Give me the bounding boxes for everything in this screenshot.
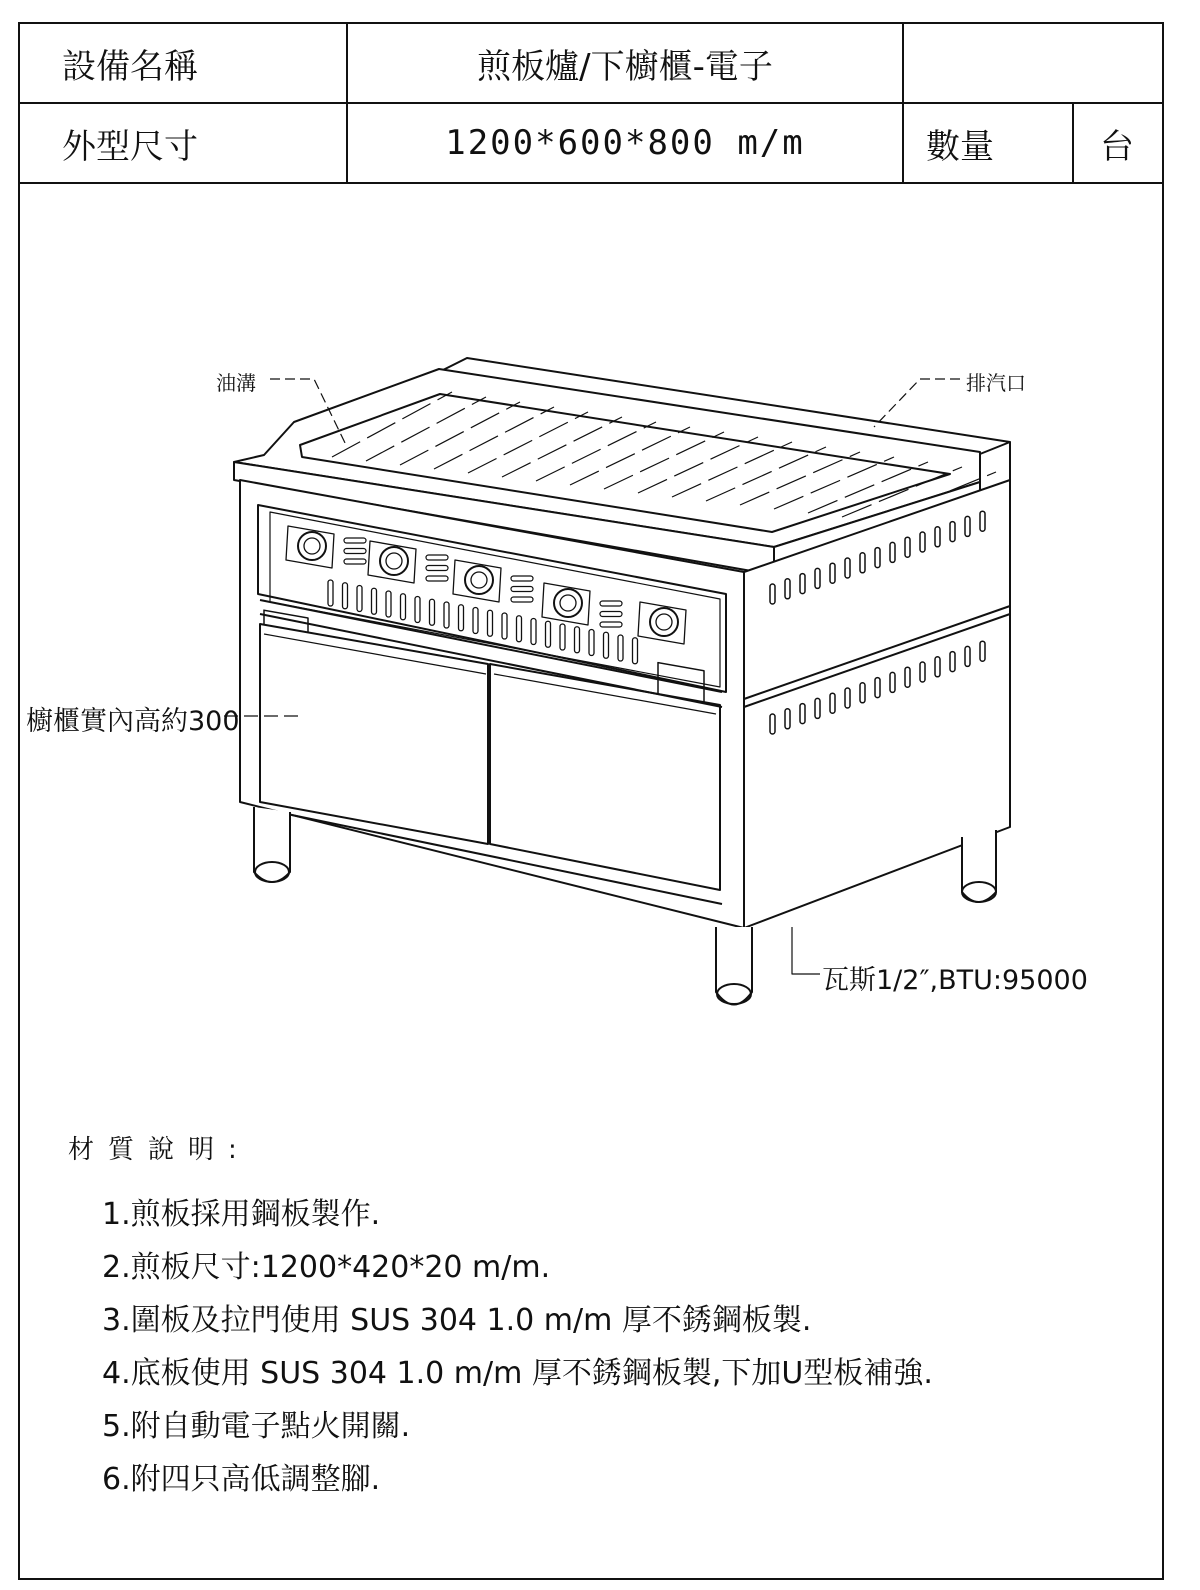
knob-icon xyxy=(560,595,576,611)
note-item: 1.煎板採用鋼板製作. xyxy=(102,1197,381,1232)
equipment-name-label: 設備名稱 xyxy=(20,24,347,103)
note-item: 4.底板使用 SUS 304 1.0 m/m 厚不銹鋼板製,下加U型板補強. xyxy=(102,1356,933,1391)
oil-groove-label: 油溝 xyxy=(216,371,256,395)
knob-icon xyxy=(656,614,672,630)
leg-back-right xyxy=(962,830,996,902)
equipment-name-value: 煎板爐/下櫥櫃-電子 xyxy=(347,24,903,103)
notes-title: 材質說明: xyxy=(68,1135,251,1165)
quantity-unit: 台 xyxy=(1073,103,1162,183)
knob-icon xyxy=(386,553,402,569)
cabinet-height-label: 櫥櫃實內高約300 xyxy=(26,706,240,737)
note-item: 5.附自動電子點火開關. xyxy=(102,1409,411,1444)
knob-icon xyxy=(304,538,320,554)
quantity-label: 數量 xyxy=(903,103,1073,183)
knob-icon xyxy=(471,572,487,588)
note-item: 2.煎板尺寸:1200*420*20 m/m. xyxy=(102,1250,551,1285)
gas-spec-label: 瓦斯1/2″,BTU:95000 xyxy=(822,965,1088,996)
note-item: 6.附四只高低調整腳. xyxy=(102,1462,381,1497)
dimensions-label: 外型尺寸 xyxy=(20,103,347,183)
exhaust-label: 排汽口 xyxy=(966,371,1026,395)
note-item: 3.圍板及拉門使用 SUS 304 1.0 m/m 厚不銹鋼板製. xyxy=(102,1303,812,1338)
spec-sheet xyxy=(18,22,1164,1580)
leg-front-left xyxy=(254,807,290,882)
dimensions-value: 1200*600*800 m/m xyxy=(347,103,903,183)
exhaust-leader xyxy=(874,379,960,427)
leg-front-right xyxy=(716,927,752,1005)
material-notes xyxy=(68,1129,933,1506)
gas-leader xyxy=(792,927,820,974)
